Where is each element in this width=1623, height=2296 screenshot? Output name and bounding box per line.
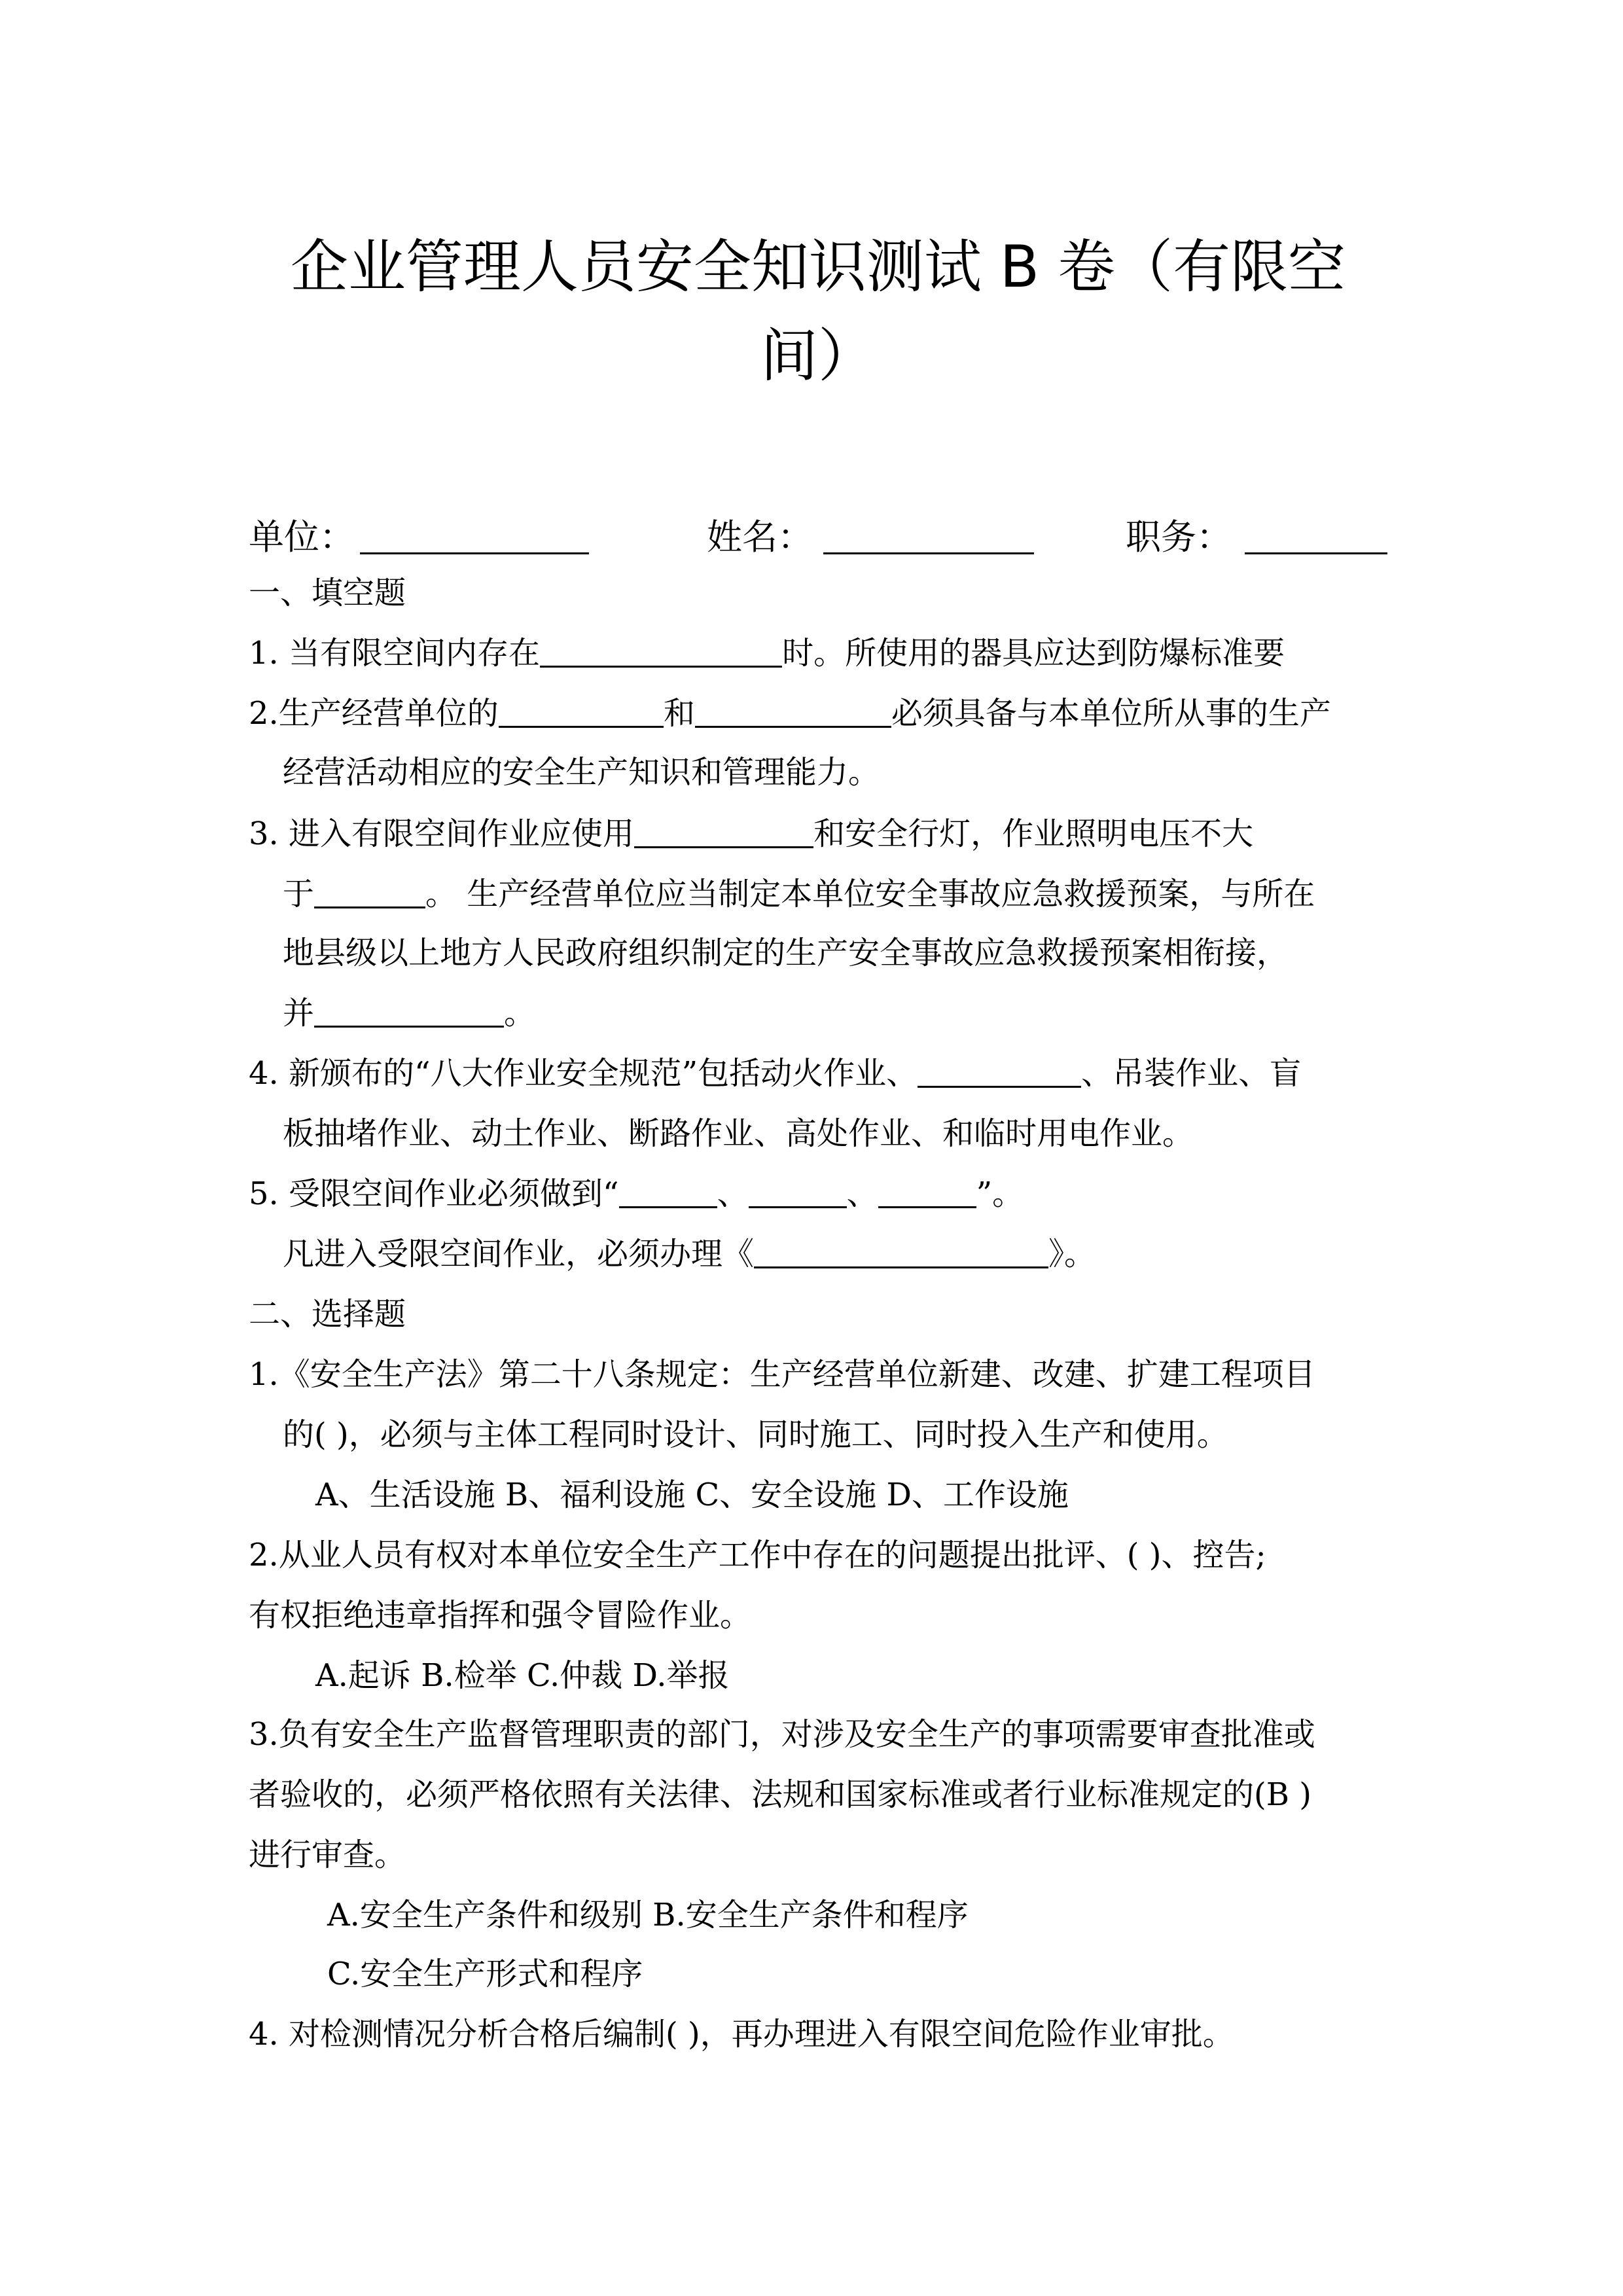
position-blank[interactable]: [1245, 552, 1387, 554]
choice-question-3-line-1: 3.负有安全生产监督管理职责的部门，对涉及安全生产的事项需要审查批准或: [249, 1716, 1315, 1753]
fill-q2-text-mid: 和: [663, 695, 695, 732]
fill-question-2: [249, 694, 1331, 733]
fill-question-5: [249, 1174, 1024, 1213]
choice-question-4-line-1: 4. 对检测情况分析合格后编制( )，再办理进入有限空间危险作业审批。: [249, 2016, 1234, 2053]
name-label: 姓名：: [707, 516, 813, 558]
page-title-line-1: 企业管理人员安全知识测试 B 卷（有限空: [290, 233, 1346, 300]
fill-question-4: [249, 1054, 1301, 1093]
fill-q2-blank-1[interactable]: [499, 694, 664, 728]
fill-q3-blank-2[interactable]: [314, 875, 425, 908]
fill-question-3-line-3: 地县级以上地方人民政府组织制定的生产安全事故应急救援预案相衔接，: [283, 935, 1289, 971]
fill-q5-line2-text-before: 凡进入受限空间作业，必须办理《: [283, 1236, 755, 1272]
fill-q2-blank-2[interactable]: [695, 694, 891, 728]
choice-question-2-line-2: 有权拒绝违章指挥和强令冒险作业。: [249, 1597, 752, 1634]
fill-q2-text-before: 2.生产经营单位的: [249, 695, 499, 732]
fill-q5-separator-2: 、: [846, 1175, 878, 1212]
fill-q4-blank[interactable]: [918, 1054, 1081, 1088]
fill-q3-text-before: 3. 进入有限空间作业应使用: [249, 816, 635, 852]
respondent-info-row: [249, 497, 1387, 563]
choice-question-2-line-1: 2.从业人员有权对本单位安全生产工作中存在的问题提出批评、( )、控告;: [249, 1537, 1266, 1573]
fill-question-3: [249, 814, 1253, 853]
unit-blank[interactable]: [360, 552, 589, 554]
fill-q5-separator-1: 、: [717, 1175, 749, 1212]
fill-q3-blank-1[interactable]: [634, 815, 813, 848]
position-label: 职务：: [1126, 516, 1232, 558]
fill-q5-text-before: 5. 受限空间作业必须做到“: [249, 1175, 619, 1212]
fill-q3-blank-3[interactable]: [314, 994, 504, 1028]
fill-q3-line2-text-after: 。 生产经营单位应当制定本单位安全事故应急救援预案，与所在: [425, 876, 1315, 912]
choice-question-3-options-2: C.安全生产形式和程序: [327, 1956, 643, 1992]
fill-question-5-line-2: [283, 1234, 1096, 1274]
choice-question-3-options-1: A.安全生产条件和级别 B.安全生产条件和程序: [327, 1897, 969, 1933]
fill-q5-permit-blank[interactable]: [754, 1235, 1048, 1268]
fill-q5-text-after: ”。: [976, 1175, 1024, 1212]
fill-q1-text-after: 时。所使用的器具应达到防爆标准要: [782, 635, 1285, 672]
fill-q4-text-before: 4. 新颁布的“八大作业安全规范”包括动火作业、: [249, 1055, 918, 1092]
choice-question-3-line-3: 进行审查。: [249, 1837, 406, 1873]
fill-q3-line2-text-before: 于: [283, 876, 315, 912]
name-blank[interactable]: [823, 552, 1034, 554]
fill-question-3-line-2: [283, 874, 1315, 914]
choice-question-2-options: A.起诉 B.检举 C.仲裁 D.举报: [315, 1657, 730, 1694]
fill-question-4-line-2: 板抽堵作业、动土作业、断路作业、高处作业、和临时用电作业。: [283, 1115, 1194, 1152]
fill-question-2-line-2: 经营活动相应的安全生产知识和管理能力。: [283, 754, 880, 791]
fill-q5-blank-1[interactable]: [619, 1175, 717, 1208]
choice-question-3-line-2: 者验收的，必须严格依照有关法律、法规和国家标准或者行业标准规定的(B ): [249, 1776, 1311, 1813]
choice-question-1-options: A、生活设施 B、福利设施 C、安全设施 D、工作设施: [315, 1477, 1069, 1513]
fill-question-3-line-4: [283, 994, 535, 1033]
fill-q1-blank[interactable]: [540, 634, 782, 668]
fill-q5-blank-2[interactable]: [749, 1175, 847, 1208]
section-heading-multiple-choice: 二、选择题: [249, 1296, 406, 1333]
section-heading-fill-in: 一、填空题: [249, 575, 406, 611]
fill-question-1: [249, 634, 1285, 673]
fill-q1-text-before: 1. 当有限空间内存在: [249, 635, 541, 672]
page-title: [262, 223, 1374, 401]
fill-q3-line4-text-after: 。: [504, 995, 536, 1031]
fill-q3-text-after: 和安全行灯，作业照明电压不大: [813, 816, 1254, 852]
fill-q2-text-after: 必须具备与本单位所从事的生产: [891, 695, 1331, 732]
fill-q5-line2-text-after: 》。: [1048, 1236, 1096, 1272]
fill-q5-blank-3[interactable]: [878, 1175, 976, 1208]
choice-question-1-line-2: 的( )，必须与主体工程同时设计、同时施工、同时投入生产和使用。: [283, 1416, 1228, 1453]
fill-q4-text-after: 、吊装作业、盲: [1081, 1055, 1302, 1092]
fill-q3-line4-text-before: 并: [283, 995, 315, 1031]
unit-label: 单位：: [249, 516, 355, 558]
page-title-line-2: 间）: [760, 322, 876, 389]
choice-question-1-line-1: 1.《安全生产法》第二十八条规定：生产经营单位新建、改建、扩建工程项目: [249, 1356, 1315, 1393]
